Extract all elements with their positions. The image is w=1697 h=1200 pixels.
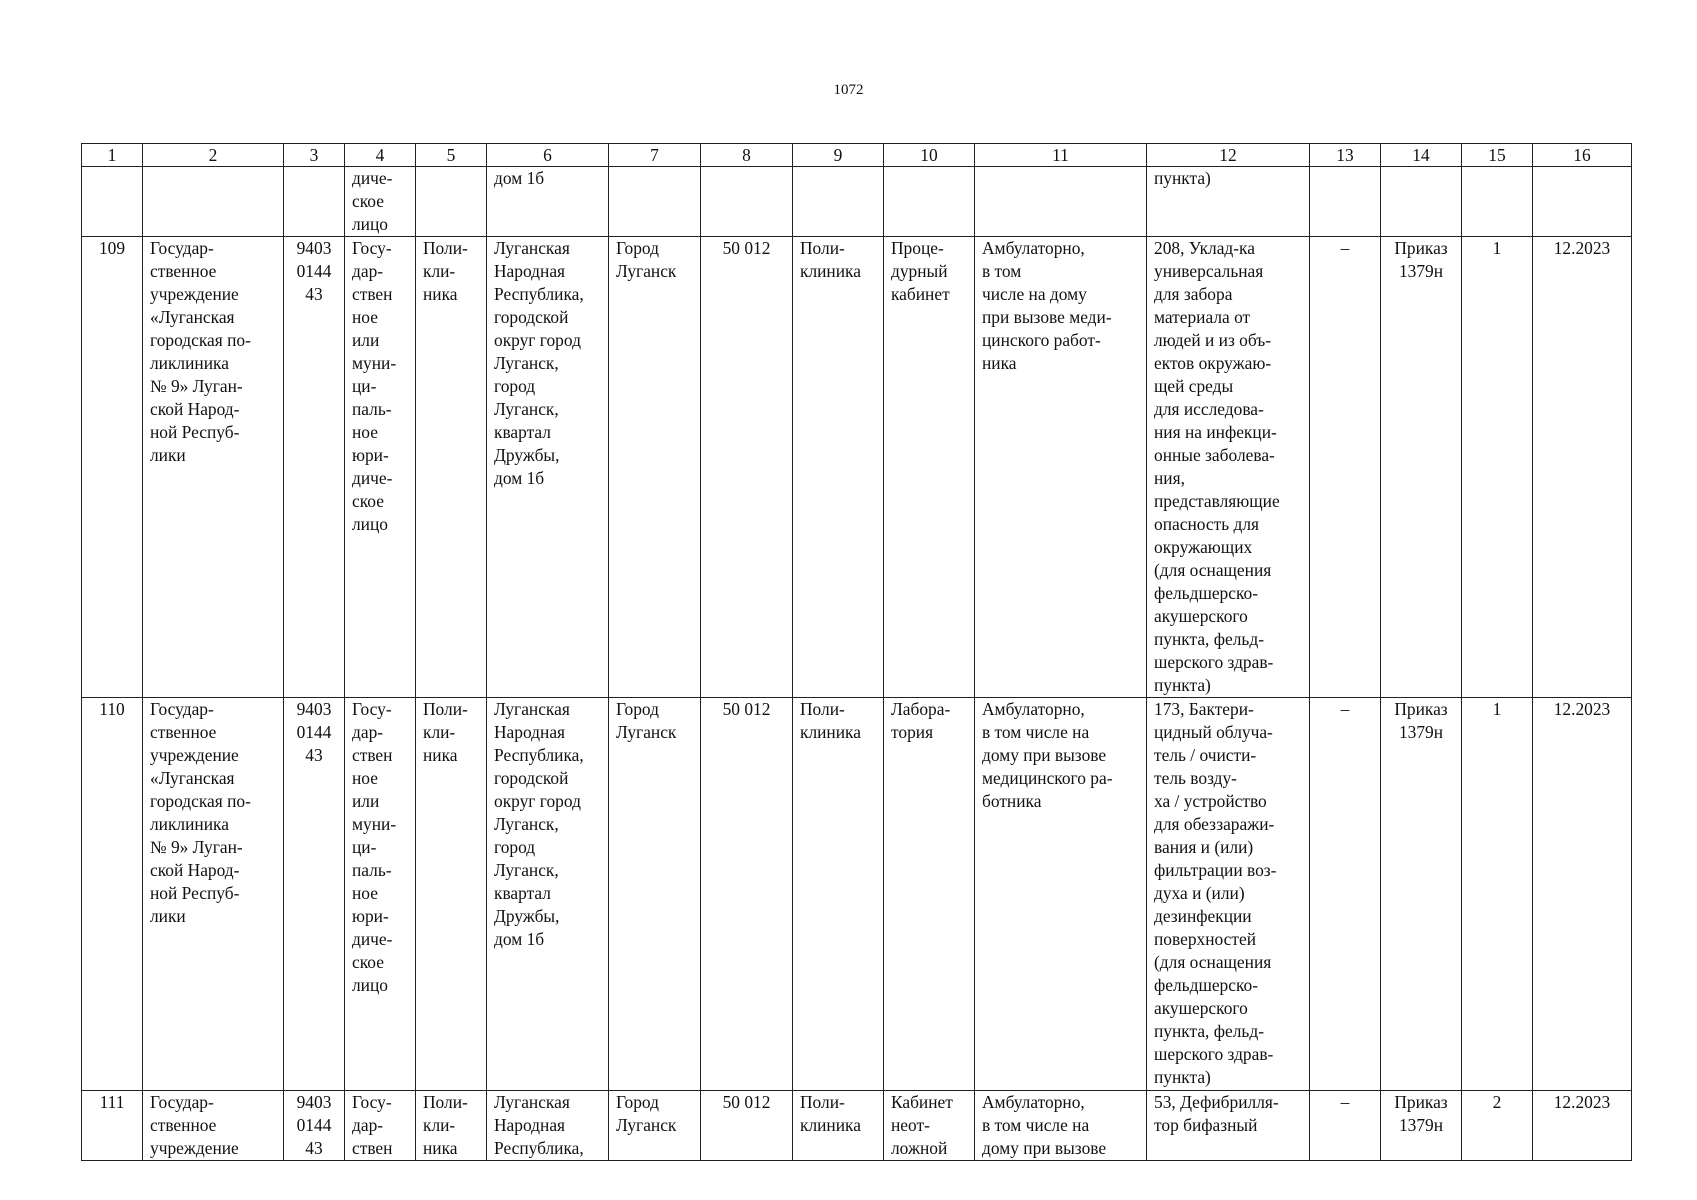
cell-text-line: ственное — [150, 722, 217, 742]
cell-text-line: город — [494, 837, 536, 857]
cell-text-line: Государ- — [150, 699, 214, 719]
cell-text-line: ское — [352, 952, 384, 972]
cell-text-line: юри- — [352, 445, 389, 465]
cell-text-line: № 9» Луган- — [150, 376, 243, 396]
cell-text-line: щей среды — [1154, 376, 1234, 396]
cell-text-line: городской — [494, 307, 569, 327]
table-cell-col-1 — [82, 237, 143, 698]
cell-text-line: Проце- — [891, 238, 944, 258]
table-cell-col-13 — [1310, 1091, 1381, 1161]
cell-text-line: № 9» Луган- — [150, 837, 243, 857]
cell-text-line: ния, — [1154, 468, 1185, 488]
table-cell-col-14 — [1381, 237, 1462, 698]
cell-text-line: дезинфекции — [1154, 906, 1252, 926]
cell-text-line: ственное — [150, 1115, 217, 1135]
table-cell-col-16 — [1533, 1091, 1632, 1161]
cell-text-line: учреждение — [150, 284, 239, 304]
cell-text-line: кли- — [423, 261, 456, 281]
table-cell-col-13 — [1310, 237, 1381, 698]
cell-text-line: Луганск, — [494, 814, 559, 834]
cell-text-line: (для оснащения — [1154, 952, 1272, 972]
table-cell-col-2 — [143, 698, 284, 1091]
cell-text-line: ской Народ- — [150, 860, 240, 880]
column-header-5: 5 — [416, 144, 487, 167]
cell-text-line: юри- — [352, 906, 389, 926]
cell-text-line: неот- — [891, 1115, 930, 1135]
table-cell-col-4 — [345, 237, 416, 698]
table-cell-col-5 — [416, 1091, 487, 1161]
cell-text-line: Луганск — [616, 1115, 677, 1135]
table-cell-col-2 — [143, 1091, 284, 1161]
table-cell-col-2 — [143, 237, 284, 698]
table-cell-col-9 — [793, 237, 884, 698]
cell-text-line: Госу- — [352, 1092, 392, 1112]
cell-text-line: дар- — [352, 722, 384, 742]
cell-text-line: Дружбы, — [494, 906, 560, 926]
column-header-6: 6 — [487, 144, 609, 167]
column-header-11: 11 — [975, 144, 1147, 167]
cell-text-line: ликлиника — [150, 814, 229, 834]
cell-text-line: Амбулаторно, — [982, 699, 1085, 719]
cell-text-line: Луганск — [616, 261, 677, 281]
cell-text-line: Народная — [494, 1115, 566, 1135]
cell-text-line: (для оснащения — [1154, 560, 1272, 580]
cell-text-line: тория — [891, 722, 934, 742]
cell-text-line: фельдшерско- — [1154, 975, 1259, 995]
cell-text-line: 43 — [305, 745, 323, 765]
table-cell-col-8 — [701, 237, 793, 698]
cell-text-line: клиника — [800, 261, 861, 281]
cell-text-line: 0144 — [296, 722, 332, 742]
cell-text-line: ника — [423, 1138, 458, 1158]
cell-text-line: тель / очисти- — [1154, 745, 1257, 765]
cell-text-line: ственное — [150, 261, 217, 281]
column-header-1: 1 — [82, 144, 143, 167]
cell-text-line: округ город — [494, 791, 581, 811]
cell-text-line: Поли- — [800, 699, 845, 719]
cell-text-line: универсальная — [1154, 261, 1264, 281]
cell-text-line: Госу- — [352, 238, 392, 258]
cell-text-line: лики — [150, 445, 186, 465]
cell-text-line: Луганская — [494, 238, 570, 258]
cell-text-line: дом 1б — [494, 929, 545, 949]
cell-text-line: Народная — [494, 722, 566, 742]
cell-text-line: дом 1б — [494, 168, 545, 188]
table-cell-col-15 — [1462, 167, 1533, 237]
cell-text-line: диче- — [352, 168, 393, 188]
cell-text-line: округ город — [494, 330, 581, 350]
cell-text-line: 0144 — [296, 261, 332, 281]
cell-text-line: квартал — [494, 422, 551, 442]
cell-text-line: – — [1340, 238, 1350, 258]
cell-text-line: 12.2023 — [1553, 238, 1611, 258]
cell-text-line: ствен — [352, 1138, 393, 1158]
cell-text-line: лики — [150, 906, 186, 926]
cell-text-line: ликлиника — [150, 353, 229, 373]
cell-text-line: 111 — [99, 1092, 125, 1112]
table-row — [82, 1091, 1632, 1161]
table-cell-col-11 — [975, 167, 1147, 237]
cell-text-line: кли- — [423, 722, 456, 742]
cell-text-line: 1379н — [1398, 1115, 1444, 1135]
cell-text-line: ния на инфекци- — [1154, 422, 1277, 442]
cell-text-line: Луганская — [494, 699, 570, 719]
cell-text-line: ной Респуб- — [150, 422, 240, 442]
cell-text-line: Госу- — [352, 699, 392, 719]
cell-text-line: Поли- — [800, 238, 845, 258]
cell-text-line: людей и из объ- — [1154, 330, 1272, 350]
table-cell-col-14 — [1381, 698, 1462, 1091]
cell-text-line: Приказ — [1394, 1092, 1448, 1112]
cell-text-line: цидный облуча- — [1154, 722, 1273, 742]
table-cell-col-11 — [975, 698, 1147, 1091]
table-cell-col-2 — [143, 167, 284, 237]
cell-text-line: дар- — [352, 261, 384, 281]
cell-text-line: Приказ — [1394, 238, 1448, 258]
cell-text-line: ное — [352, 307, 378, 327]
cell-text-line: 0144 — [296, 1115, 332, 1135]
cell-text-line: окружающих — [1154, 537, 1253, 557]
cell-text-line: Республика, — [494, 284, 584, 304]
cell-text-line: дому при вызове — [982, 745, 1107, 765]
cell-text-line: акушерского — [1154, 606, 1248, 626]
cell-text-line: – — [1340, 699, 1350, 719]
cell-text-line: ци- — [352, 837, 377, 857]
cell-text-line: дому при вызове — [982, 1138, 1107, 1158]
cell-text-line: Дружбы, — [494, 445, 560, 465]
column-header-14: 14 — [1381, 144, 1462, 167]
cell-text-line: 9403 — [296, 699, 332, 719]
cell-text-line: Республика, — [494, 745, 584, 765]
cell-text-line: «Луганская — [150, 768, 235, 788]
cell-text-line: фильтрации воз- — [1154, 860, 1277, 880]
table-cell-col-12 — [1147, 698, 1310, 1091]
cell-text-line: Кабинет — [891, 1092, 953, 1112]
table-cell-col-3 — [284, 167, 345, 237]
cell-text-line: ектов окружаю- — [1154, 353, 1272, 373]
cell-text-line: поверхностей — [1154, 929, 1257, 949]
cell-text-line: ское — [352, 491, 384, 511]
page-number: 1072 — [833, 82, 864, 98]
cell-text-line: ское — [352, 191, 384, 211]
table-cell-col-7 — [609, 698, 701, 1091]
table-cell-col-7 — [609, 167, 701, 237]
cell-text-line: 9403 — [296, 238, 332, 258]
cell-text-line: дар- — [352, 1115, 384, 1135]
cell-text-line: Луганская — [494, 1092, 570, 1112]
column-header-15: 15 — [1462, 144, 1533, 167]
cell-text-line: паль- — [352, 860, 392, 880]
cell-text-line: Луганск, — [494, 399, 559, 419]
cell-text-line: дурный — [891, 261, 948, 281]
column-header-4: 4 — [345, 144, 416, 167]
table-cell-col-7 — [609, 1091, 701, 1161]
cell-text-line: диче- — [352, 929, 393, 949]
cell-text-line: Город — [616, 1092, 659, 1112]
table-cell-col-1 — [82, 1091, 143, 1161]
cell-text-line: лицо — [352, 975, 388, 995]
table-cell-col-4 — [345, 1091, 416, 1161]
cell-text-line: пункта) — [1154, 675, 1211, 695]
table-cell-col-6 — [487, 698, 609, 1091]
cell-text-line: ствен — [352, 284, 393, 304]
table-cell-col-15 — [1462, 698, 1533, 1091]
cell-text-line: акушерского — [1154, 998, 1248, 1018]
table-cell-col-16 — [1533, 167, 1632, 237]
cell-text-line: лицо — [352, 514, 388, 534]
table-cell-col-10 — [884, 1091, 975, 1161]
cell-text-line: 110 — [99, 699, 125, 719]
table-cell-col-16 — [1533, 698, 1632, 1091]
cell-text-line: Государ- — [150, 1092, 214, 1112]
cell-text-line: Поли- — [423, 238, 468, 258]
cell-text-line: ха / устройство — [1154, 791, 1267, 811]
cell-text-line: пункта, фельд- — [1154, 629, 1264, 649]
table-cell-col-13 — [1310, 167, 1381, 237]
cell-text-line: ное — [352, 768, 378, 788]
cell-text-line: ствен — [352, 745, 393, 765]
table-cell-col-16 — [1533, 237, 1632, 698]
cell-text-line: 109 — [98, 238, 126, 258]
cell-text-line: 9403 — [296, 1092, 332, 1112]
table-cell-col-1 — [82, 698, 143, 1091]
cell-text-line: ника — [423, 745, 458, 765]
table-row — [82, 698, 1632, 1091]
table-row — [82, 237, 1632, 698]
cell-text-line: 50 012 — [722, 699, 771, 719]
column-header-13: 13 — [1310, 144, 1381, 167]
cell-text-line: цинского работ- — [982, 330, 1101, 350]
cell-text-line: фельдшерско- — [1154, 583, 1259, 603]
cell-text-line: опасность для — [1154, 514, 1259, 534]
cell-text-line: 12.2023 — [1553, 1092, 1611, 1112]
cell-text-line: или — [352, 330, 380, 350]
cell-text-line: вания и (или) — [1154, 837, 1254, 857]
cell-text-line: Народная — [494, 261, 566, 281]
table-cell-col-6 — [487, 237, 609, 698]
cell-text-line: Амбулаторно, — [982, 238, 1085, 258]
cell-text-line: материала от — [1154, 307, 1251, 327]
table-cell-col-5 — [416, 237, 487, 698]
cell-text-line: ника — [423, 284, 458, 304]
table-cell-col-10 — [884, 167, 975, 237]
cell-text-line: духа и (или) — [1154, 883, 1245, 903]
cell-text-line: 173, Бактери- — [1154, 699, 1254, 719]
cell-text-line: 43 — [305, 1138, 323, 1158]
cell-text-line: 53, Дефибрилля- — [1154, 1092, 1279, 1112]
table-cell-col-11 — [975, 237, 1147, 698]
column-header-10: 10 — [884, 144, 975, 167]
table-cell-col-13 — [1310, 698, 1381, 1091]
cell-text-line: Поли- — [800, 1092, 845, 1112]
cell-text-line: муни- — [352, 814, 397, 834]
table-cell-col-10 — [884, 698, 975, 1091]
cell-text-line: 50 012 — [722, 1092, 771, 1112]
cell-text-line: Лабора- — [891, 699, 951, 719]
cell-text-line: клиника — [800, 722, 861, 742]
cell-text-line: 2 — [1492, 1092, 1502, 1112]
cell-text-line: 1 — [1492, 238, 1502, 258]
cell-text-line: квартал — [494, 883, 551, 903]
cell-text-line: пункта) — [1154, 1067, 1211, 1087]
column-header-16: 16 — [1533, 144, 1632, 167]
table-cell-col-3 — [284, 698, 345, 1091]
cell-text-line: ской Народ- — [150, 399, 240, 419]
cell-text-line: городская по- — [150, 330, 251, 350]
table-cell-col-12 — [1147, 237, 1310, 698]
cell-text-line: пункта, фельд- — [1154, 1021, 1264, 1041]
cell-text-line: для исследова- — [1154, 399, 1264, 419]
table-cell-col-6 — [487, 1091, 609, 1161]
table-cell-col-3 — [284, 1091, 345, 1161]
cell-text-line: тор бифазный — [1154, 1115, 1258, 1135]
cell-text-line: ци- — [352, 376, 377, 396]
table-cell-col-8 — [701, 167, 793, 237]
table-cell-col-14 — [1381, 167, 1462, 237]
table-cell-col-14 — [1381, 1091, 1462, 1161]
cell-text-line: кабинет — [891, 284, 950, 304]
cell-text-line: дом 1б — [494, 468, 545, 488]
cell-text-line: Республика, — [494, 1138, 584, 1158]
cell-text-line: ника — [982, 353, 1017, 373]
cell-text-line: Луганск — [616, 722, 677, 742]
table-cell-col-15 — [1462, 1091, 1533, 1161]
table-cell-col-4 — [345, 167, 416, 237]
table-cell-col-6 — [487, 167, 609, 237]
cell-text-line: шерского здрав- — [1154, 1044, 1274, 1064]
cell-text-line: пункта) — [1154, 168, 1211, 188]
cell-text-line: 50 012 — [722, 238, 771, 258]
cell-text-line: или — [352, 791, 380, 811]
cell-text-line: числе на дому — [982, 284, 1087, 304]
cell-text-line: в том числе на — [982, 1115, 1090, 1135]
cell-text-line: онные заболева- — [1154, 445, 1275, 465]
cell-text-line: ное — [352, 422, 378, 442]
cell-text-line: учреждение — [150, 1138, 239, 1158]
table-cell-col-8 — [701, 1091, 793, 1161]
column-header-2: 2 — [143, 144, 284, 167]
column-header-row — [82, 144, 1632, 167]
table-cell-col-12 — [1147, 167, 1310, 237]
column-header-9: 9 — [793, 144, 884, 167]
cell-text-line: городской — [494, 768, 569, 788]
cell-text-line: представляющие — [1154, 491, 1280, 511]
cell-text-line: Государ- — [150, 238, 214, 258]
cell-text-line: Поли- — [423, 1092, 468, 1112]
cell-text-line: 1379н — [1398, 261, 1444, 281]
cell-text-line: Амбулаторно, — [982, 1092, 1085, 1112]
cell-text-line: Луганск, — [494, 860, 559, 880]
column-header-3: 3 — [284, 144, 345, 167]
table-row — [82, 167, 1632, 237]
cell-text-line: Поли- — [423, 699, 468, 719]
cell-text-line: для обеззаражи- — [1154, 814, 1275, 834]
cell-text-line: при вызове меди- — [982, 307, 1112, 327]
cell-text-line: Город — [616, 238, 659, 258]
cell-text-line: город — [494, 376, 536, 396]
table-cell-col-9 — [793, 698, 884, 1091]
table-cell-col-15 — [1462, 237, 1533, 698]
table-cell-col-5 — [416, 698, 487, 1091]
column-header-12: 12 — [1147, 144, 1310, 167]
cell-text-line: ное — [352, 883, 378, 903]
cell-text-line: диче- — [352, 468, 393, 488]
cell-text-line: городская по- — [150, 791, 251, 811]
cell-text-line: тель возду- — [1154, 768, 1237, 788]
table-cell-col-12 — [1147, 1091, 1310, 1161]
cell-text-line: лицо — [352, 214, 388, 234]
cell-text-line: 1 — [1492, 699, 1502, 719]
cell-text-line: в том — [982, 261, 1022, 281]
cell-text-line: клиника — [800, 1115, 861, 1135]
table-cell-col-10 — [884, 237, 975, 698]
table-cell-col-9 — [793, 167, 884, 237]
cell-text-line: 208, Уклад-ка — [1154, 238, 1255, 258]
column-header-8: 8 — [701, 144, 793, 167]
cell-text-line: 43 — [305, 284, 323, 304]
cell-text-line: учреждение — [150, 745, 239, 765]
cell-text-line: Луганск, — [494, 353, 559, 373]
table-cell-col-8 — [701, 698, 793, 1091]
table-cell-col-9 — [793, 1091, 884, 1161]
cell-text-line: 1379н — [1398, 722, 1444, 742]
cell-text-line: Город — [616, 699, 659, 719]
table-cell-col-5 — [416, 167, 487, 237]
registry-table — [81, 143, 1632, 1161]
table-cell-col-11 — [975, 1091, 1147, 1161]
table-cell-col-1 — [82, 167, 143, 237]
cell-text-line: муни- — [352, 353, 397, 373]
cell-text-line: ложной — [891, 1138, 948, 1158]
cell-text-line: кли- — [423, 1115, 456, 1135]
cell-text-line: ботника — [982, 791, 1042, 811]
cell-text-line: для забора — [1154, 284, 1233, 304]
cell-text-line: в том числе на — [982, 722, 1090, 742]
cell-text-line: – — [1340, 1092, 1350, 1112]
table-cell-col-3 — [284, 237, 345, 698]
table-cell-col-4 — [345, 698, 416, 1091]
column-header-7: 7 — [609, 144, 701, 167]
cell-text-line: медицинского ра- — [982, 768, 1113, 788]
table-cell-col-7 — [609, 237, 701, 698]
cell-text-line: 12.2023 — [1553, 699, 1611, 719]
cell-text-line: ной Респуб- — [150, 883, 240, 903]
cell-text-line: «Луганская — [150, 307, 235, 327]
cell-text-line: Приказ — [1394, 699, 1448, 719]
cell-text-line: шерского здрав- — [1154, 652, 1274, 672]
cell-text-line: паль- — [352, 399, 392, 419]
